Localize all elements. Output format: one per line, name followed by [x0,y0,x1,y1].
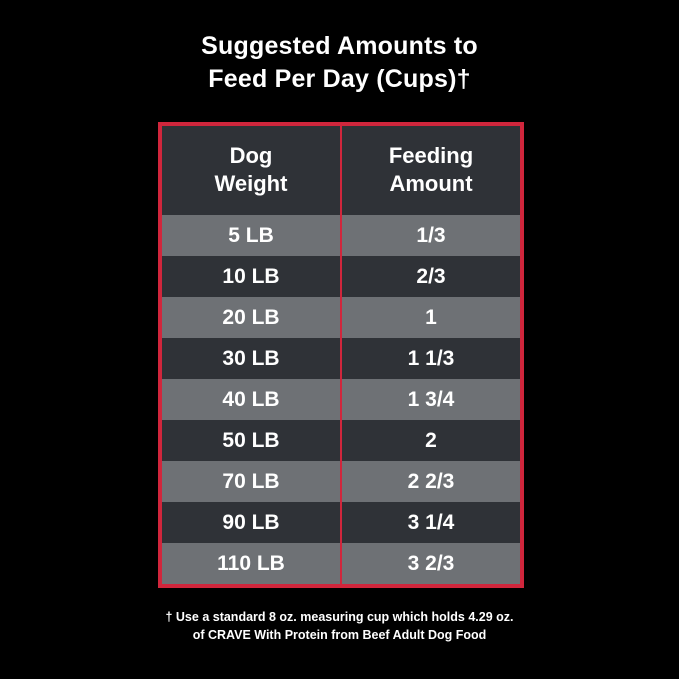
table-row [162,338,520,379]
table-row [162,461,520,502]
table-row [162,502,520,543]
footnote-line-2: of CRAVE With Protein from Beef Adult Dog Food [192,628,487,643]
footnote [0,608,679,644]
page-title-line-2: Feed Per Day (Cups)† [208,65,471,93]
footnote-line-1: † Use a standard 8 oz. measuring cup which holds 4.29 oz. [165,610,514,624]
feeding-table [162,126,520,584]
cell-dog-weight: 10 LB [162,256,341,297]
cell-dog-weight: 20 LB [162,297,341,338]
table-body [162,215,520,584]
cell-feeding-amount: 1/3 [341,215,520,256]
table-row [162,420,520,461]
table-header [162,126,520,215]
cell-dog-weight: 90 LB [162,502,341,543]
cell-feeding-amount: 2 2/3 [341,461,520,502]
table-row [162,379,520,420]
cell-dog-weight: 110 LB [162,543,341,584]
page-title-line-1: Suggested Amounts to [201,32,478,60]
column-header-dog-weight-line-2: Weight [214,170,288,196]
cell-dog-weight: 70 LB [162,461,341,502]
column-header-feeding-amount-line-2: Amount [389,170,473,196]
cell-dog-weight: 30 LB [162,338,341,379]
cell-feeding-amount: 3 2/3 [341,543,520,584]
page-title [0,0,679,96]
table-row [162,543,520,584]
cell-dog-weight: 50 LB [162,420,341,461]
feeding-table-container [158,122,524,588]
column-header-dog-weight-line-1: Dog [229,143,273,168]
cell-dog-weight: 5 LB [162,215,341,256]
column-header-feeding-amount-line-1: Feeding [388,143,474,168]
cell-feeding-amount: 2/3 [341,256,520,297]
cell-feeding-amount: 1 1/3 [341,338,520,379]
table-row [162,256,520,297]
table-header-row [162,126,520,215]
table-row [162,215,520,256]
cell-feeding-amount: 1 3/4 [341,379,520,420]
cell-feeding-amount: 1 [341,297,520,338]
cell-feeding-amount: 3 1/4 [341,502,520,543]
column-header-dog-weight [162,126,341,215]
column-header-feeding-amount [341,126,520,215]
cell-feeding-amount: 2 [341,420,520,461]
table-row [162,297,520,338]
cell-dog-weight: 40 LB [162,379,341,420]
